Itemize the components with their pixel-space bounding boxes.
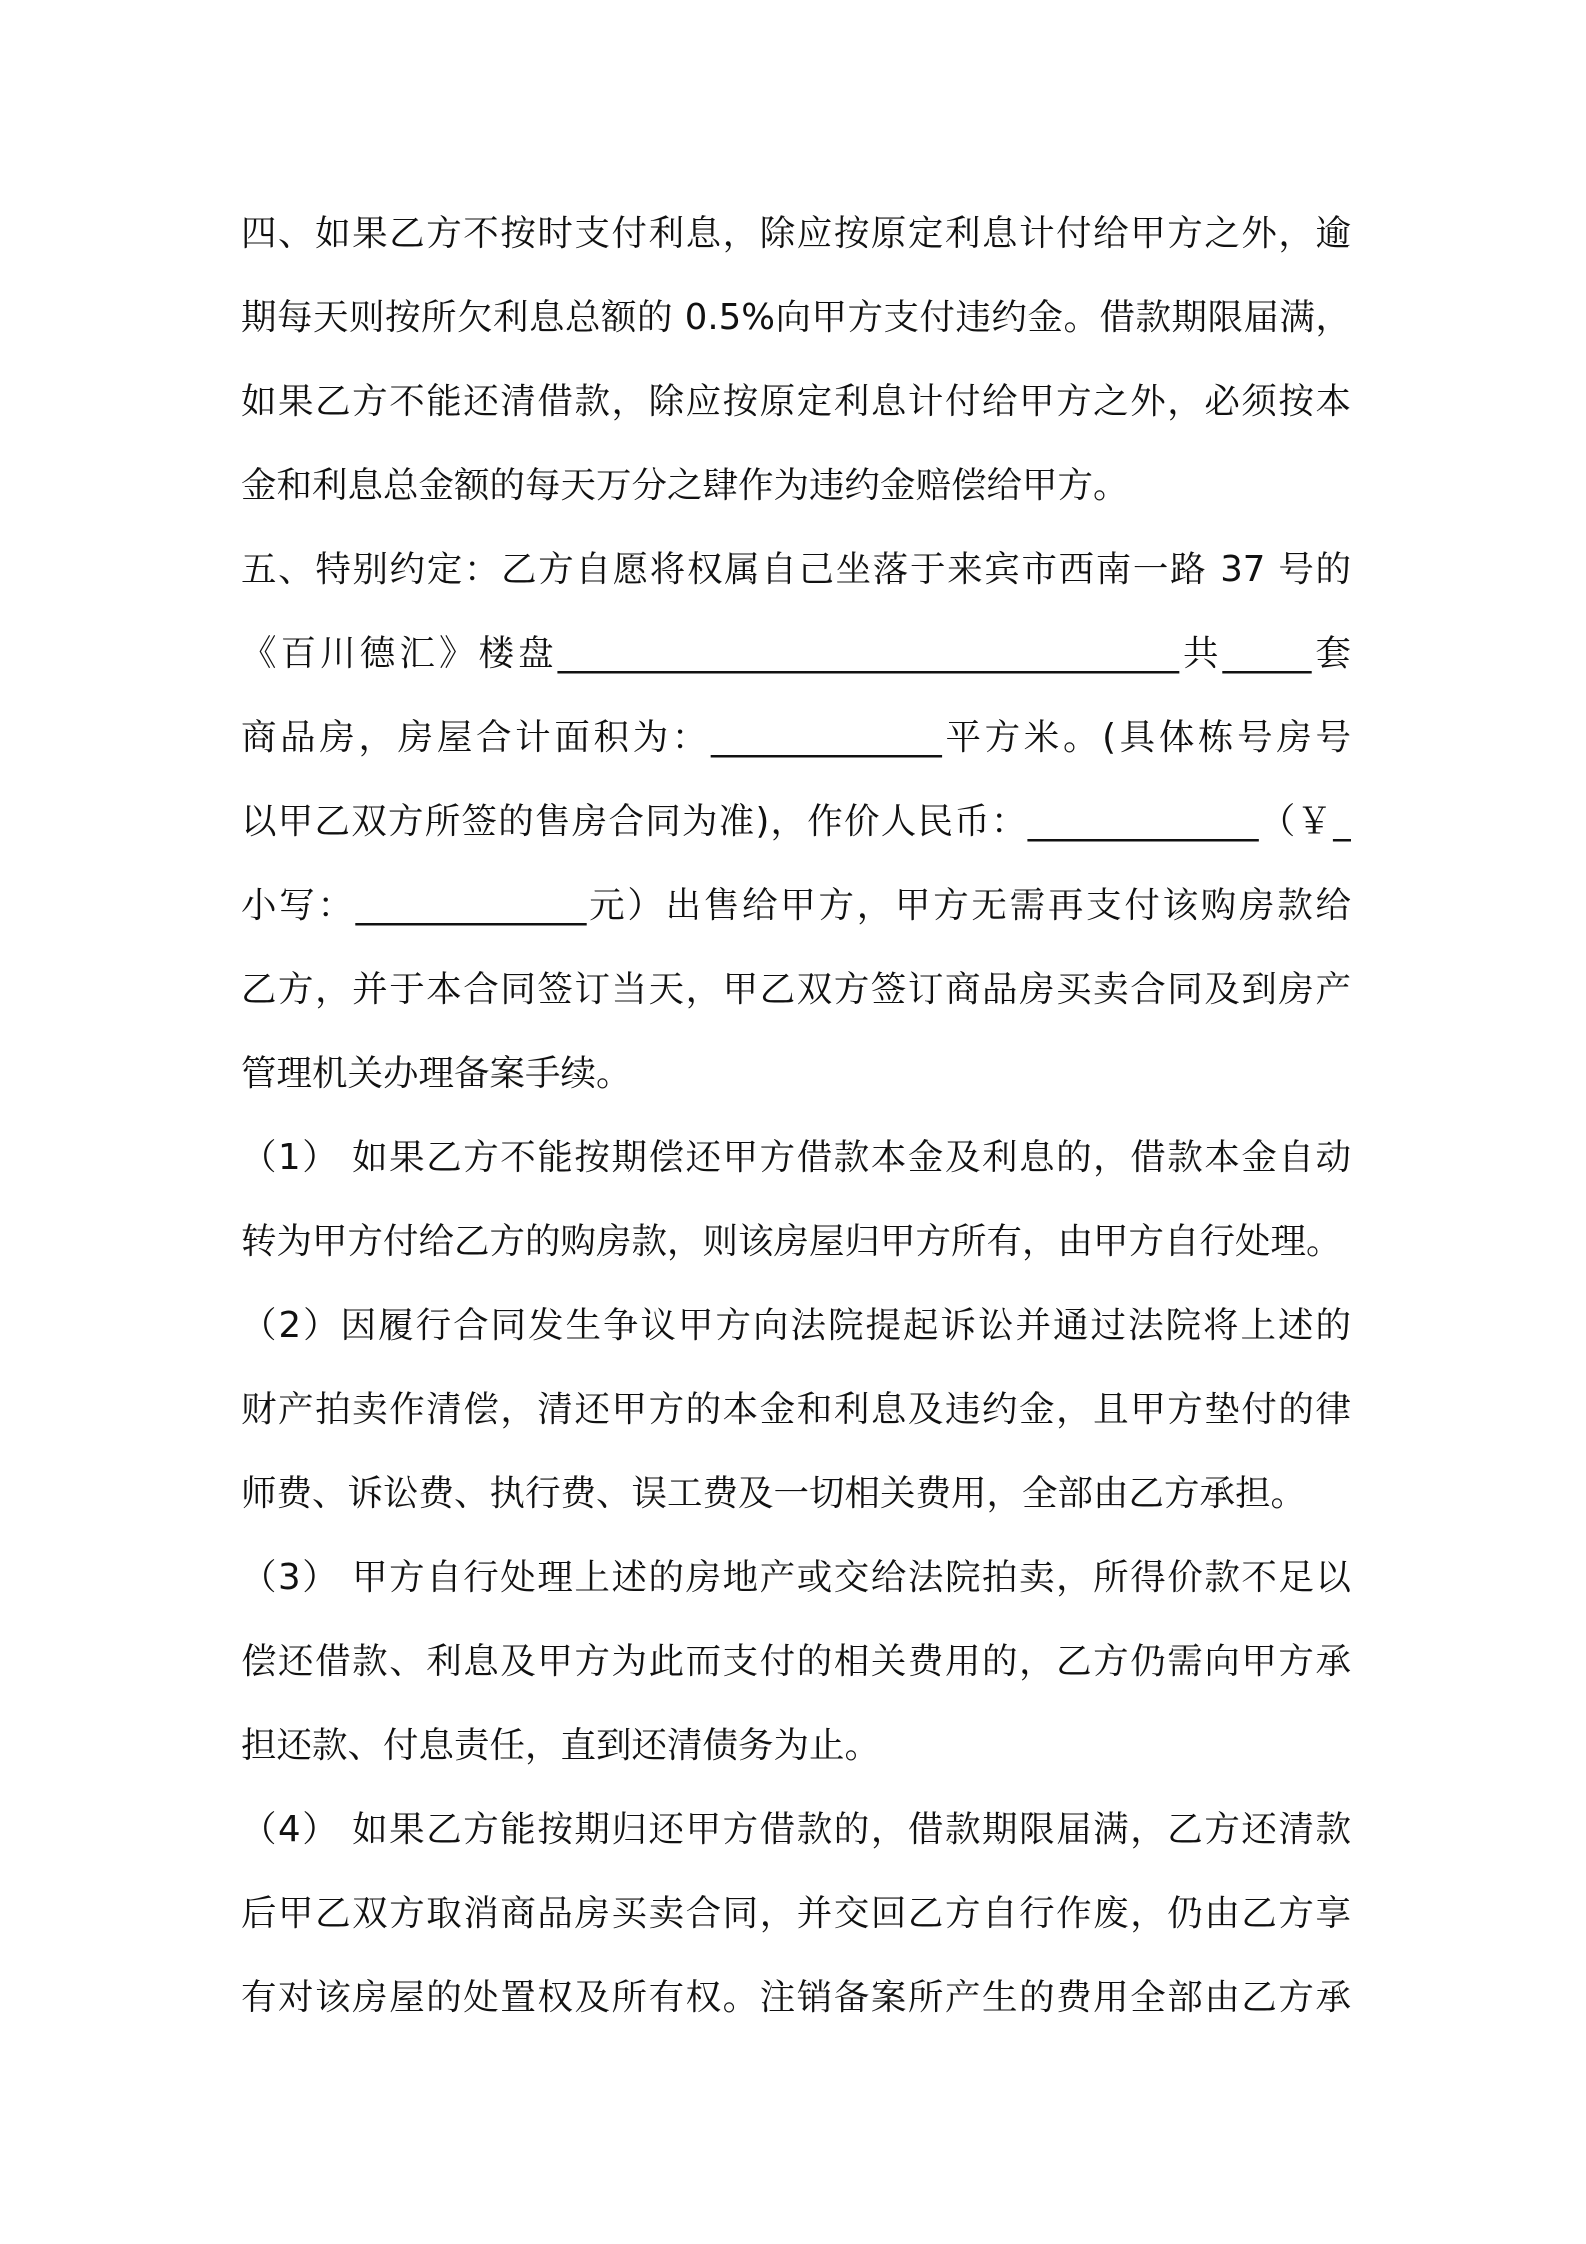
text-line: 金和利息总金额的每天万分之肆作为违约金赔偿给甲方。 — [241, 465, 1129, 506]
text-line: 转为甲方付给乙方的购房款，则该房屋归甲方所有，由甲方自行处理。 — [241, 1221, 1342, 1262]
text-line: 小写：_____________元）出售给甲方，甲方无需再支付该购房款给 — [241, 885, 1351, 926]
subclause-2-paragraph — [241, 1284, 1351, 1536]
subclause-3-paragraph — [241, 1536, 1351, 1788]
text-line: 财产拍卖作清偿，清还甲方的本金和利息及违约金，且甲方垫付的律 — [241, 1389, 1351, 1430]
text-line: 《百川德汇》楼盘___________________________________共_____套 — [241, 633, 1351, 674]
text-line: （3） 甲方自行处理上述的房地产或交给法院拍卖，所得价款不足以 — [241, 1557, 1351, 1598]
text-line: 管理机关办理备案手续。 — [241, 1053, 632, 1094]
text-line: 有对该房屋的处置权及所有权。注销备案所产生的费用全部由乙方承 — [241, 1977, 1351, 2018]
text-line: 后甲乙双方取消商品房买卖合同，并交回乙方自行作废，仍由乙方享 — [241, 1893, 1351, 1934]
text-line: 师费、诉讼费、执行费、误工费及一切相关费用，全部由乙方承担。 — [241, 1473, 1307, 1514]
text-line: 乙方，并于本合同签订当天，甲乙双方签订商品房买卖合同及到房产 — [241, 969, 1351, 1010]
text-line: 四、如果乙方不按时支付利息，除应按原定利息计付给甲方之外，逾 — [241, 213, 1351, 254]
text-line: （4） 如果乙方能按期归还甲方借款的，借款期限届满，乙方还清款 — [241, 1809, 1351, 1850]
text-line: 以甲乙双方所签的售房合同为准)，作价人民币：_____________（￥_ — [241, 801, 1351, 842]
text-line: （1） 如果乙方不能按期偿还甲方借款本金及利息的，借款本金自动 — [241, 1137, 1351, 1178]
contract-body — [241, 192, 1351, 2040]
text-line: 如果乙方不能还清借款，除应按原定利息计付给甲方之外，必须按本 — [241, 381, 1351, 422]
subclause-1-paragraph — [241, 1116, 1351, 1284]
clause-4-paragraph — [241, 192, 1351, 528]
text-line: 商品房，房屋合计面积为：_____________平方米。(具体栋号房号 — [241, 717, 1351, 758]
text-line: （2）因履行合同发生争议甲方向法院提起诉讼并通过法院将上述的 — [241, 1305, 1351, 1346]
text-line: 偿还借款、利息及甲方为此而支付的相关费用的，乙方仍需向甲方承 — [241, 1641, 1351, 1682]
text-line: 五、特别约定：乙方自愿将权属自己坐落于来宾市西南一路 37 号的 — [241, 549, 1351, 590]
clause-5-paragraph — [241, 528, 1351, 1116]
text-line: 期每天则按所欠利息总额的 0.5%向甲方支付违约金。借款期限届满， — [241, 297, 1351, 338]
text-line: 担还款、付息责任，直到还清债务为止。 — [241, 1725, 881, 1766]
subclause-4-paragraph — [241, 1788, 1351, 2040]
